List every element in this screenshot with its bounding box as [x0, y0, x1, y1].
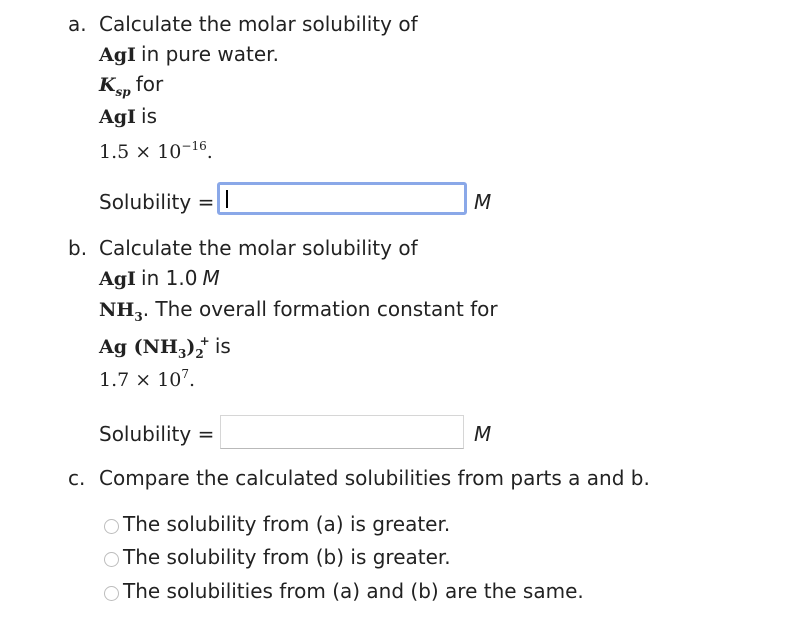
- part-a-line2: [99, 42, 279, 67]
- solubility-b-input[interactable]: [220, 415, 464, 449]
- molar-unit: M: [202, 266, 220, 290]
- part-b-question: Calculate the molar solubility of: [99, 236, 418, 260]
- formation-text: . The overall formation constant for: [142, 297, 498, 321]
- option-b-label[interactable]: The solubility from (b) is greater.: [123, 545, 451, 569]
- radio-option-a[interactable]: [104, 519, 119, 534]
- part-c-question: Compare the calculated solubilities from parts a and b.: [99, 466, 650, 490]
- part-a-question: Calculate the molar solubility of: [99, 12, 418, 36]
- nh3-subscript: 3: [134, 310, 143, 324]
- part-b-line2: [99, 266, 220, 291]
- part-b-letter: b.: [68, 236, 88, 260]
- nh3-formula: $NH_3$: [99, 299, 143, 324]
- solubility-b-label: Solubility =: [99, 422, 215, 446]
- is-text: is: [141, 104, 157, 128]
- part-c-letter: c.: [68, 466, 86, 490]
- compound-formula-2: AgI: [99, 106, 136, 128]
- solubility-a-label: Solubility =: [99, 190, 215, 214]
- is-text-b: is: [214, 334, 231, 358]
- part-a-letter: a.: [68, 12, 87, 36]
- kf-exponent: 7: [181, 367, 190, 381]
- complex-line: [99, 334, 231, 361]
- solubility-a-input[interactable]: [217, 182, 467, 215]
- in-text: in 1.0: [141, 266, 198, 290]
- ksp-subscript: sp: [115, 85, 131, 99]
- ksp-exponent: −16: [181, 139, 207, 153]
- ksp-line: [99, 72, 163, 99]
- ksp-for: for: [135, 72, 164, 96]
- part-a-line4: [99, 104, 157, 129]
- nh3-line: [99, 297, 498, 324]
- ksp-symbol: $K_{sp}$: [99, 74, 131, 99]
- kf-value: $1.7 \times 10^7$.: [99, 367, 196, 391]
- option-same-label[interactable]: The solubilities from (a) and (b) are the same.: [123, 579, 584, 603]
- complex-formula: Ag $(NH_3)_2^+$: [99, 334, 210, 361]
- part-a-rest: in pure water.: [141, 42, 279, 66]
- compound-formula-b: AgI: [99, 268, 136, 290]
- option-a-label[interactable]: The solubility from (a) is greater.: [123, 512, 451, 536]
- unit-a: M: [474, 190, 492, 214]
- radio-option-b[interactable]: [104, 552, 119, 567]
- ksp-value: $1.5 \times 10^{-16}$.: [99, 139, 213, 163]
- complex-charge: +: [199, 334, 210, 348]
- text-caret: [226, 190, 228, 208]
- radio-option-same[interactable]: [104, 586, 119, 601]
- unit-b: M: [474, 422, 492, 446]
- compound-formula: AgI: [99, 44, 136, 66]
